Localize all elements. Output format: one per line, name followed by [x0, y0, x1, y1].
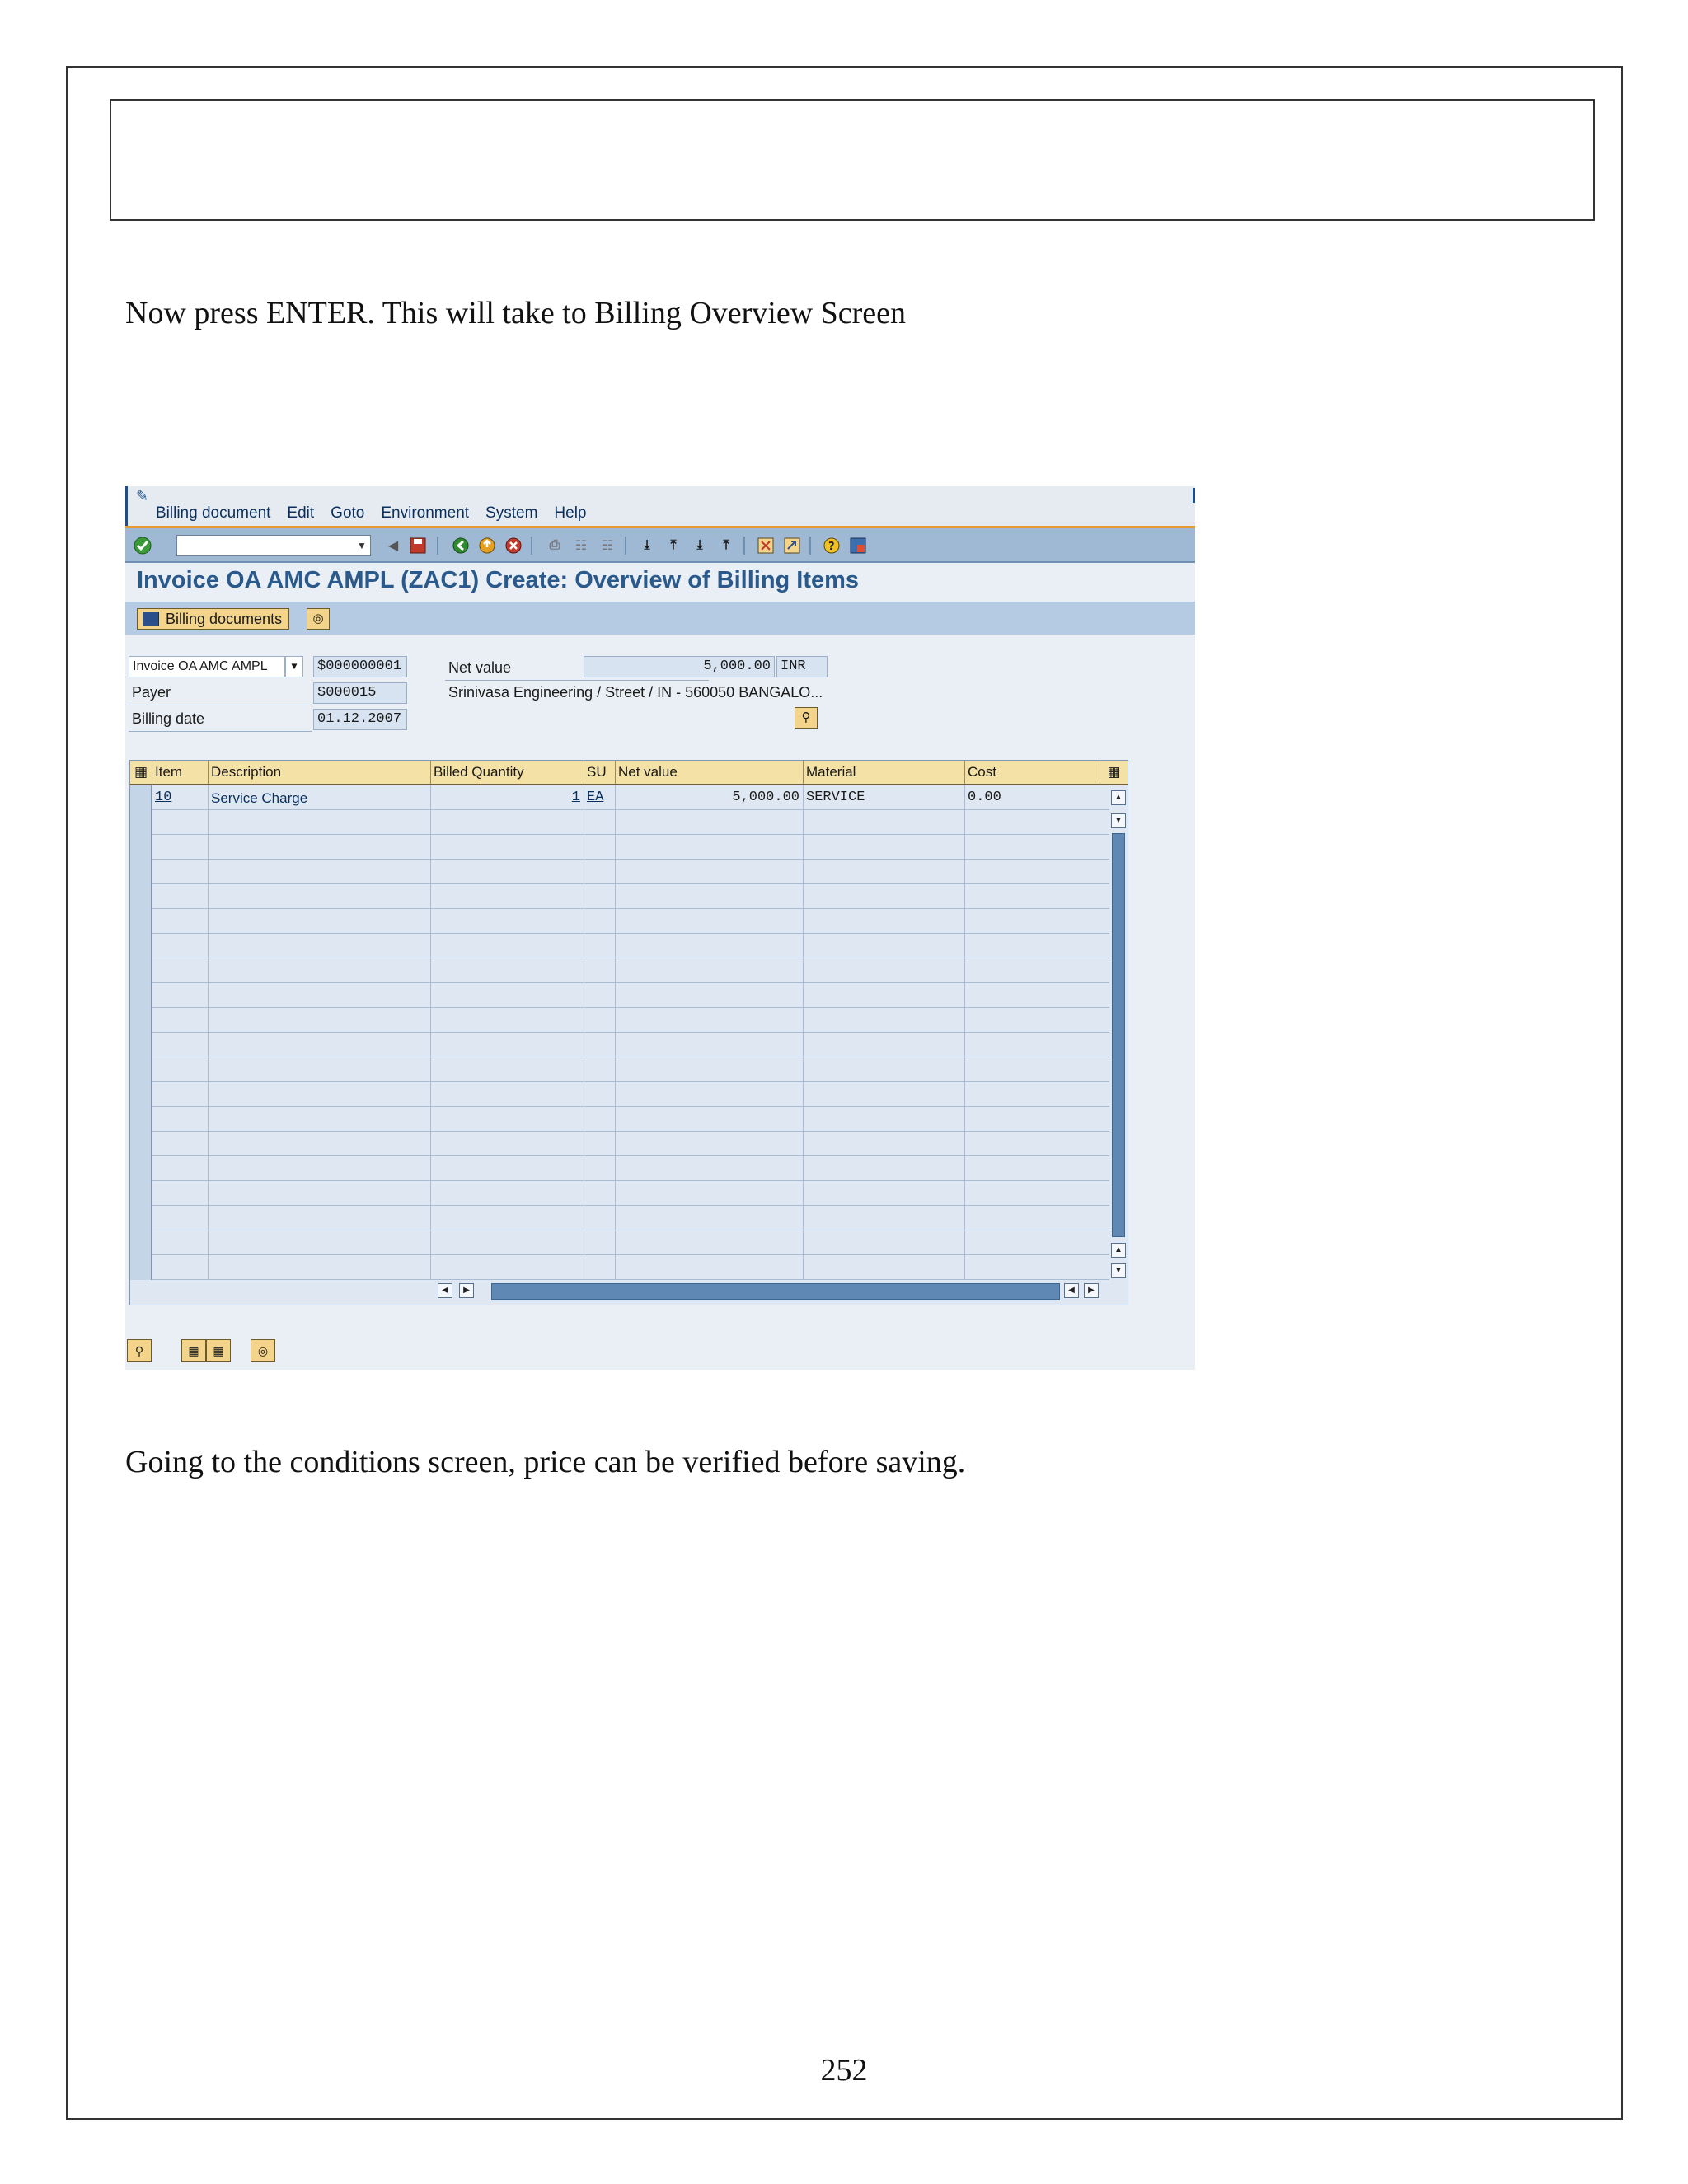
toolbar-separator — [531, 537, 532, 555]
horizontal-scroll-thumb[interactable] — [491, 1283, 1060, 1300]
back-arrow-icon[interactable]: ◀ — [387, 539, 399, 553]
item-conditions-icon[interactable]: ◎ — [251, 1339, 275, 1362]
table-row[interactable] — [152, 1082, 1109, 1107]
vertical-scrollbar[interactable] — [1109, 785, 1128, 1280]
cancel-icon[interactable] — [503, 535, 524, 556]
net-value-label: Net value — [448, 659, 512, 676]
table-header — [130, 761, 1128, 785]
menu-environment[interactable]: Environment — [381, 504, 470, 522]
row-material: SERVICE — [806, 790, 865, 805]
first-page-icon[interactable]: ⤓ — [644, 538, 650, 552]
new-session-icon[interactable] — [755, 535, 776, 556]
billing-type-field[interactable] — [129, 656, 285, 677]
scroll-thumb[interactable] — [1112, 833, 1125, 1237]
column-cost[interactable]: Cost — [964, 761, 1100, 784]
label-underline — [129, 731, 312, 732]
toolbar-separator — [437, 537, 438, 555]
column-divider — [803, 785, 804, 1280]
select-all-icon[interactable]: ▦ — [134, 764, 148, 780]
row-cost: 0.00 — [968, 790, 1001, 805]
column-divider — [430, 785, 431, 1280]
row-net-value: 5,000.00 — [732, 790, 799, 805]
standard-toolbar — [125, 528, 1195, 563]
menu-help[interactable]: Help — [554, 504, 587, 522]
column-net-value[interactable]: Net value — [615, 761, 803, 784]
billing-type-value: Invoice OA AMC AMPL — [133, 659, 268, 673]
column-divider — [964, 785, 965, 1280]
enter-check-icon[interactable] — [132, 535, 153, 556]
billing-document-number: $000000001 — [313, 656, 407, 677]
horizontal-scrollbar[interactable] — [438, 1280, 1097, 1301]
table-row[interactable] — [152, 1132, 1109, 1156]
scroll-right-end-icon[interactable]: ▶ — [1084, 1283, 1099, 1298]
billing-documents-button[interactable] — [137, 608, 289, 630]
window-menu-icon[interactable]: ✎ — [136, 488, 149, 504]
followup-paragraph: Going to the conditions screen, price can be verified before saving. — [125, 1445, 966, 1479]
currency-field: INR — [776, 656, 828, 677]
table-row[interactable] — [152, 983, 1109, 1008]
billing-type-dropdown-icon[interactable]: ▼ — [285, 656, 303, 677]
payer-field: S000015 — [313, 682, 407, 704]
last-page-icon[interactable]: ⤒ — [723, 538, 729, 552]
table-row[interactable] — [152, 884, 1109, 909]
column-material[interactable]: Material — [803, 761, 964, 784]
scroll-down-icon[interactable]: ▼ — [1111, 1263, 1126, 1278]
svg-text:?: ? — [828, 541, 835, 553]
sap-screenshot — [125, 486, 1195, 1370]
scroll-up-icon[interactable]: ▲ — [1111, 790, 1126, 805]
billing-documents-label: Billing documents — [166, 611, 283, 627]
scroll-left-icon[interactable]: ◀ — [438, 1283, 452, 1298]
label-underline — [445, 680, 709, 681]
menu-edit[interactable]: Edit — [287, 504, 315, 522]
scroll-right-icon[interactable]: ▶ — [459, 1283, 474, 1298]
partner-display-button[interactable]: ⚲ — [795, 707, 818, 729]
help-icon[interactable] — [821, 535, 842, 556]
table-row[interactable] — [152, 860, 1109, 884]
window-edge — [1193, 488, 1195, 503]
find-next-icon[interactable]: ☷ — [601, 539, 614, 553]
items-table — [129, 760, 1128, 1305]
scroll-page-up-icon[interactable]: ▲ — [1111, 1243, 1126, 1258]
command-field[interactable] — [176, 535, 371, 556]
table-row[interactable] — [152, 810, 1109, 835]
toolbar-separator — [625, 537, 626, 555]
command-dropdown-icon[interactable]: ▼ — [357, 540, 367, 551]
save-icon[interactable] — [407, 535, 429, 556]
table-row[interactable] — [152, 1033, 1109, 1057]
table-row[interactable] — [152, 1255, 1109, 1280]
column-description[interactable]: Description — [208, 761, 430, 784]
billing-date-field: 01.12.2007 — [313, 709, 407, 730]
column-billed-quantity[interactable]: Billed Quantity — [430, 761, 584, 784]
table-settings-icon[interactable]: ▦ — [1100, 761, 1128, 784]
header-box — [110, 99, 1595, 221]
row-su[interactable]: EA — [587, 790, 604, 805]
billing-documents-icon — [143, 612, 159, 626]
table-row[interactable] — [152, 934, 1109, 958]
row-selector-column[interactable] — [130, 785, 152, 1280]
page-number: 252 — [820, 2053, 868, 2088]
table-row[interactable] — [152, 1057, 1109, 1082]
payer-label: Payer — [132, 684, 171, 701]
column-su[interactable]: SU — [584, 761, 615, 784]
row-description[interactable]: Service Charge — [211, 790, 308, 806]
previous-page-icon[interactable]: ⤒ — [670, 538, 677, 552]
payer-address: Srinivasa Engineering / Street / IN - 560050 BANGALO... — [448, 684, 823, 701]
table-row[interactable] — [152, 835, 1109, 860]
find-icon[interactable]: ☷ — [574, 539, 588, 553]
shortcut-icon[interactable] — [781, 535, 803, 556]
item-details-icon[interactable]: ⚲ — [127, 1339, 152, 1362]
table-row[interactable] — [152, 1008, 1109, 1033]
toolbar-separator — [809, 537, 811, 555]
layout-menu-icon[interactable] — [847, 535, 869, 556]
menu-bar — [125, 486, 1195, 527]
row-billed-quantity[interactable]: 1 — [571, 790, 580, 805]
menu-goto[interactable]: Goto — [331, 504, 365, 522]
application-toolbar — [125, 602, 1195, 635]
exit-icon[interactable] — [476, 535, 498, 556]
table-row[interactable] — [152, 1181, 1109, 1206]
deselect-all-rows-icon[interactable]: ▦ — [206, 1339, 231, 1362]
print-icon[interactable]: ⎙ — [549, 538, 560, 552]
table-row[interactable] — [152, 958, 1109, 983]
column-item[interactable]: Item — [152, 761, 208, 784]
scroll-left-end-icon[interactable]: ◀ — [1064, 1283, 1079, 1298]
billing-date-label: Billing date — [132, 710, 205, 727]
row-item[interactable]: 10 — [155, 790, 172, 805]
table-row[interactable] — [152, 1230, 1109, 1255]
screen-title: Invoice OA AMC AMPL (ZAC1) Create: Overview of Billing Items — [137, 567, 860, 593]
scroll-page-down-icon[interactable]: ▼ — [1111, 813, 1126, 828]
net-value-field: 5,000.00 — [584, 656, 775, 677]
table-row[interactable] — [152, 1156, 1109, 1181]
column-divider — [615, 785, 616, 1280]
header-details-button[interactable]: ◎ — [307, 608, 330, 630]
toolbar-separator — [743, 537, 745, 555]
select-all-rows-icon[interactable]: ▦ — [181, 1339, 206, 1362]
next-page-icon[interactable]: ⤓ — [696, 538, 703, 552]
table-row[interactable] — [152, 1107, 1109, 1132]
table-row[interactable] — [152, 909, 1109, 934]
menu-system[interactable]: System — [485, 504, 538, 522]
column-divider — [208, 785, 209, 1280]
back-icon[interactable] — [450, 535, 471, 556]
menu-billing-document[interactable]: Billing document — [156, 504, 271, 522]
table-row[interactable] — [152, 1206, 1109, 1230]
intro-paragraph: Now press ENTER. This will take to Billing Overview Screen — [125, 296, 907, 330]
